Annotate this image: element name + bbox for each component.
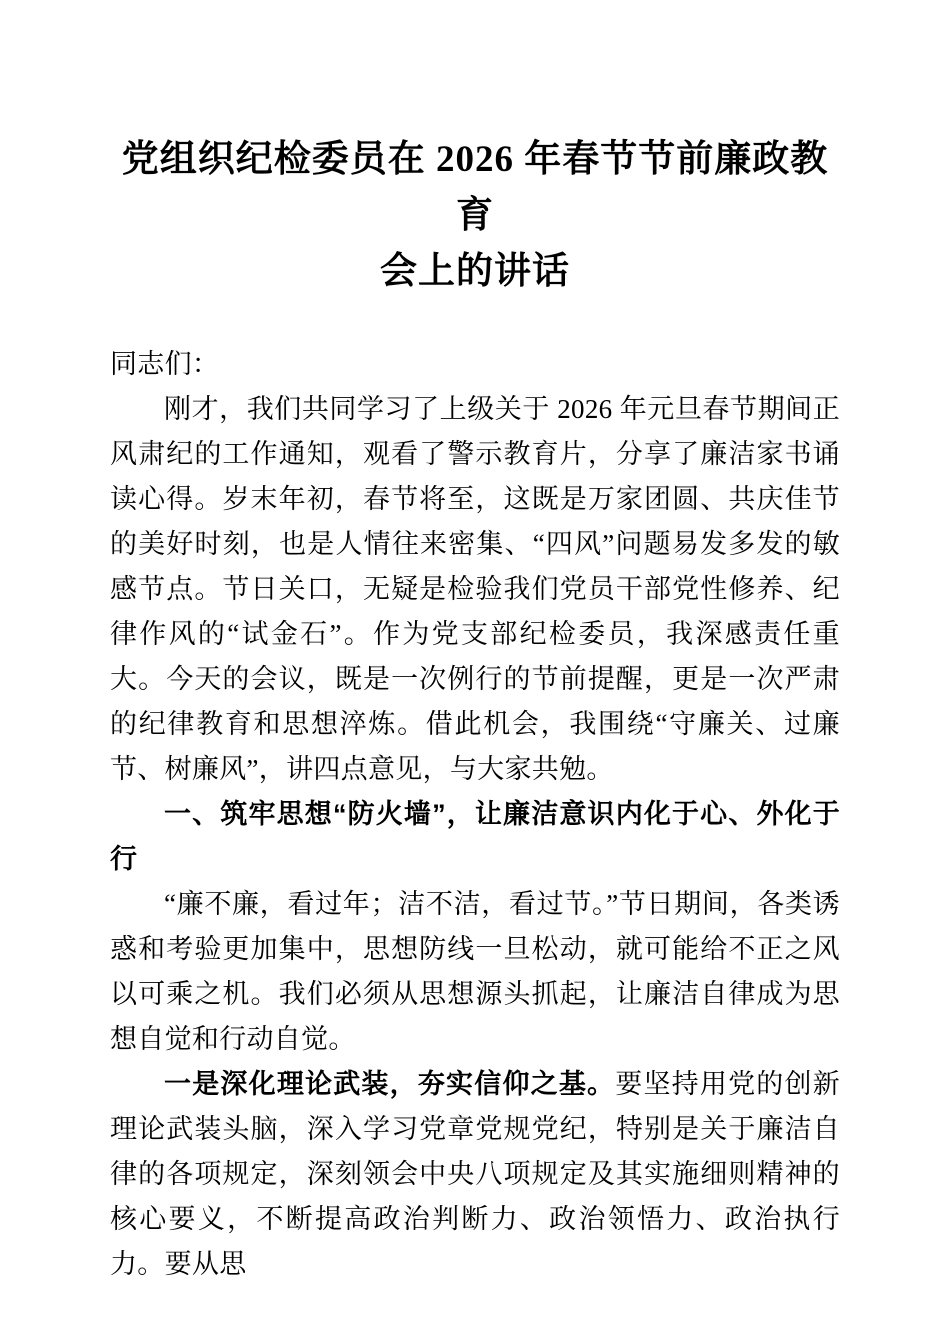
document-title	[110, 132, 840, 300]
paragraph-opening: 刚才，我们共同学习了上级关于 2026 年元旦春节期间正风肃纪的工作通知，观看了警示教育片，分享了廉洁家书诵读心得。岁末年初，春节将至，这既是万家团圆、共庆佳节的美好时刻，也是人情往来密集、“四风”问题易发多发的敏感节点。节日关口，无疑是检验我们党员干部党性修养、纪律作风的“试金石”。作为党支部纪检委员，我深感责任重大。今天的会议，既是一次例行的节前提醒，更是一次严肃的纪律教育和思想淬炼。借此机会，我围绕“守廉关、过廉节、树廉风”，讲四点意见，与大家共勉。	[110, 394, 840, 784]
salutation: 同志们：	[110, 349, 220, 379]
paragraph-point-1	[110, 1062, 840, 1287]
section-heading-1: 一、筑牢思想“防火墙”，让廉洁意识内化于心、外化于行	[110, 799, 840, 874]
point-1-text: 要坚持用党的创新理论武装头脑，深入学习党章党规党纪，特别是关于廉洁自律的各项规定，深刻领会中央八项规定及其实施细则精神的核心要义，不断提高政治判断力、政治领悟力、政治执行力。要从思	[110, 1069, 840, 1279]
title-line-2: 会上的讲话	[380, 251, 570, 292]
title-line-1: 党组织纪检委员在 2026 年春节节前廉政教育	[121, 139, 829, 236]
point-1-lead: 一是深化理论武装，夯实信仰之基。	[164, 1069, 616, 1099]
paragraph-section1-intro: “廉不廉，看过年；洁不洁，看过节。”节日期间，各类诱惑和考验更加集中，思想防线一旦松动，就可能给不正之风以可乘之机。我们必须从思想源头抓起，让廉洁自律成为思想自觉和行动自觉。	[110, 889, 840, 1054]
document-body	[110, 342, 840, 1287]
